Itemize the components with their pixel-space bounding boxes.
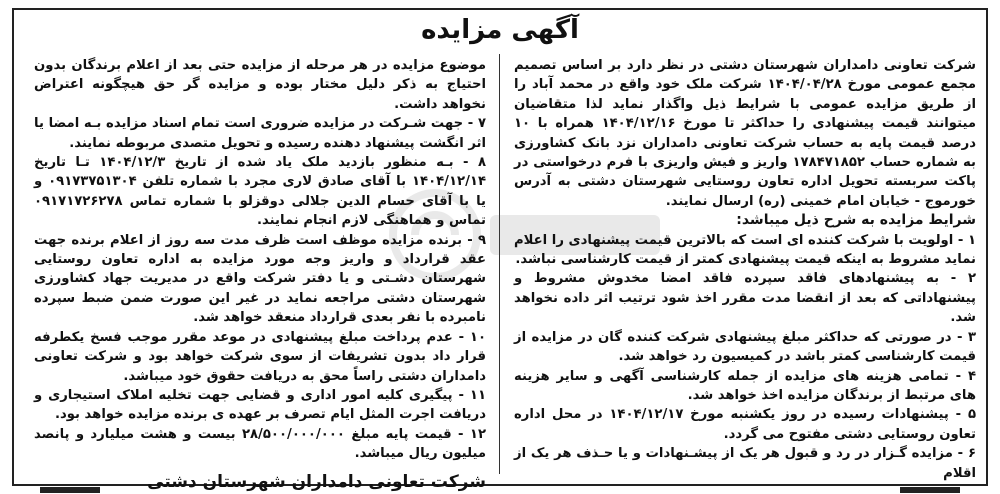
- condition-item: ۶ - مزایده گـزار در رد و قبول هر یک از پیشـنهادات و یا حـذف هر یک از اقلام: [514, 446, 976, 481]
- condition-item: ۱ - اولویت با شرکت کننده ای است که بالاترین قیمت پیشنهادی را اعلام نماید مشروط به اینکه قیمت پیشنهادی کمتر از قیمت کارشناسی نباشد.: [514, 232, 976, 268]
- condition-item: ۹ - برنده مزایده موظف است ظرف مدت سه روز از اعلام برنده جهت عقد قرارداد و واریز وجه مورد مزایده به اداره تعاون روستایی شهرستان دشـتی و یا دفتر شرکت واقع در مدیریت جهاد کشاورزی شهرستان دشتی مراجعه نماید در غیر این صورت ضمن ضبط سپرده نامبرده با نفر بعدی قرارداد منعقد خواهد شد.: [34, 232, 486, 326]
- page-title: آگهی مزایده: [421, 15, 579, 45]
- bottom-tab-left: [40, 487, 100, 493]
- intro-paragraph: شرکت تعاونی دامداران شهرستان دشتی در نظر دارد بر اساس تصمیم مجمع عمومی مورخ ۱۴۰۴/۰۴/۲۸ شرکت ملک خود واقع در محمد آباد را از طریق مزایده عمومی با شرایط ذیل واگذار نماید لذا متقاضیان میتوانند قیمت پیشنهادی را حداکثر تا مورخ ۱۴۰۴/۱۲/۱۶ همراه با ۱۰ درصد قیمت پایه به حساب شرکت تعاونی دامداران نزد بانک کشاورزی به شماره حساب ۱۷۸۴۷۱۸۵۲ واریز و فیش واریزی با فرم درخواستی در پاکت سربسته تحویل اداره تعاون روستایی شهرستان دشتی به آدرس خورموج - خیابان امام خمینی (ره) ارسال نمایند.: [514, 58, 976, 209]
- condition-item: ۳ - در صورتی که حداکثر مبلغ پیشنهادی شرکت کننده گان در مزایده از قیمت کارشناسی کمتر باشد در کمیسیون رد خواهد شد.: [514, 329, 976, 365]
- condition-item: ۴ - تمامی هزینه های مزایده از جمله کارشناسی آگهی و سایر هزینه های مرتبط از برندگان مزایده اخذ خواهد شد.: [514, 368, 976, 403]
- condition-item: موضوع مزایده در هر مرحله از مزایده حتی بعد از اعلام برندگان بدون احتیاج به ذکر دلیل مختار بوده و مزایده گر حق هیچگونه اعتراض نخواهد داشت.: [34, 58, 486, 112]
- left-column: [34, 56, 486, 494]
- condition-item: ۷ - جهت شـرکت در مزایده ضروری است تمام اسناد مزایده بـه امضا یا اثر انگشت پیشنهاد دهنده رسیده و تحویل متصدی مربوطه نمایند.: [34, 116, 486, 151]
- right-column: [514, 56, 976, 483]
- condition-item: ۸ - بـه منظور بازدید ملک یاد شده از تاریخ ۱۴۰۴/۱۲/۳ تـا تاریخ ۱۴۰۴/۱۲/۱۴ با آقای صادق لاری مجرد با شماره تلفن ۰۹۱۷۳۷۵۱۳۰۴ و یا با آقای حسام الدین جلالی دوقزلو با شماره تماس ۰۹۱۷۱۷۲۶۲۷۸ تماس و هماهنگی لازم انجام نمایند.: [34, 155, 487, 229]
- condition-item: ۵ - پیشنهادات رسیده در روز یکشنبه مورخ ۱۴۰۴/۱۲/۱۷ در محل اداره تعاون روستایی دشتی مفتوح می گردد.: [514, 407, 976, 442]
- condition-item: ۱۲ - قیمت پایه مبلغ ۲۸/۵۰۰/۰۰۰/۰۰۰ بیست و هشت میلیارد و پانصد میلیون ریال میباشد.: [34, 426, 486, 462]
- bottom-tab-right: [900, 487, 960, 493]
- column-divider: [499, 54, 500, 474]
- conditions-heading: شرایط مزایده به شرح ذیل میباشد:: [736, 212, 976, 229]
- signature: شرکت تعاونی دامداران شهرستان دشتی: [147, 471, 486, 492]
- condition-item: ۱۱ - پیگیری کلیه امور اداری و قضایی جهت تخلیه املاک استیجاری و دریافت اجرت المثل ایام تصرف بر عهده ی برنده مزایده خواهد بود.: [34, 387, 486, 423]
- condition-item: ۲ - به پیشنهادهای فاقد سپرده فاقد امضا مخدوش مشروط و پیشنهاداتی که بعد از انقضا مدت مقرر اخذ شود ترتیب اثر داده نخواهد شد.: [514, 271, 976, 326]
- condition-item: ۱۰ - عدم پرداخت مبلغ پیشنهادی در موعد مقرر موجب فسخ یکطرفه قرار داد بدون تشریفات از سوی شرکت خواهد بود و شرکت تعاونی دامداران دشتی راساً محق به دریافت حقوق خود میباشد.: [34, 329, 486, 384]
